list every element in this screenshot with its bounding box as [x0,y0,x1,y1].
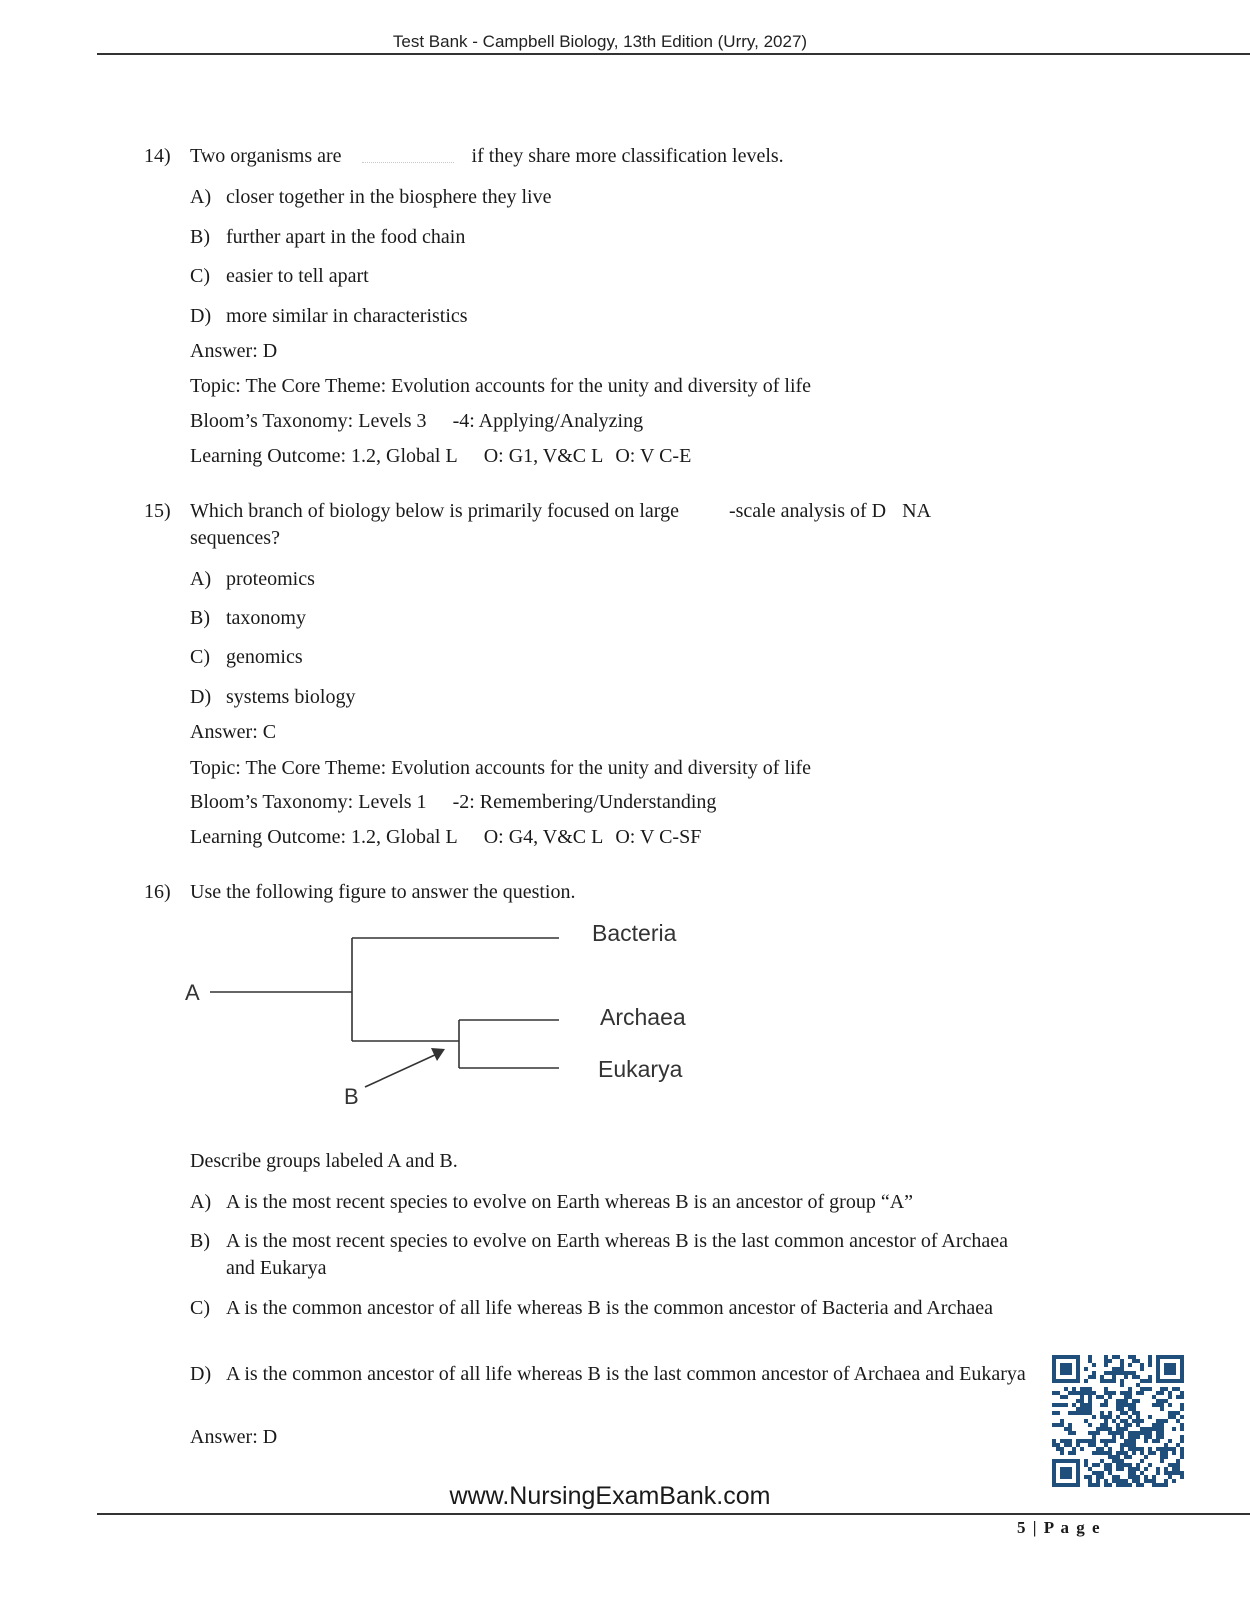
answer-line: Answer: D [190,1426,278,1448]
question-stem-continued: sequences? [190,527,280,549]
option-d [190,303,1030,330]
option-c [190,644,1030,671]
leaf-label-bacteria: Bacteria [592,920,677,946]
option-letter: D) [190,305,212,327]
outcome-part: Learning Outcome: 1.2, Global L [190,445,458,467]
option-letter: B) [190,1230,210,1252]
footer-rule [97,1513,1250,1515]
outcome-line [190,826,701,849]
label-b: B [344,1084,359,1109]
option-letter: D) [190,1363,212,1385]
option-letter: A) [190,1191,212,1213]
option-text: A is the most recent species to evolve on Earth whereas B is an ancestor of group “A” [226,1191,914,1213]
arrow-shaft [365,1054,437,1087]
option-letter: B) [190,607,210,629]
option-text: proteomics [226,568,315,590]
page-number: 5 | P a g e [1017,1518,1101,1537]
bloom-line [190,791,716,814]
option-text: A is the common ancestor of all life whereas B is the last common ancestor of Archaea and Eukarya [226,1363,1026,1385]
topic-line: Topic: The Core Theme: Evolution accounts for the unity and diversity of life [190,757,812,779]
outcome-part: O: G4, V&C L [483,826,604,848]
document-header-title: Test Bank - Campbell Biology, 13th Edition (Urry, 2027) [392,32,808,51]
figure-prompt: Describe groups labeled A and B. [190,1150,458,1172]
bloom-level: Bloom’s Taxonomy: Levels 3 [190,410,427,432]
option-letter: C) [190,265,210,287]
arrow-head [431,1048,445,1061]
stem-after-blank: if they share more classification levels. [471,145,784,167]
outcome-line [190,445,691,468]
bloom-description: -2: Remembering/Understanding [452,791,717,813]
question-number: 15) [144,500,171,522]
qr-code-image [1052,1355,1184,1487]
label-a: A [185,980,200,1005]
question-stem [190,500,931,523]
outcome-part: Learning Outcome: 1.2, Global L [190,826,458,848]
topic-line: Topic: The Core Theme: Evolution accounts for the unity and diversity of life [190,375,812,397]
question-stem: Use the following figure to answer the question. [190,881,576,903]
answer-line: Answer: D [190,340,278,362]
option-letter: A) [190,568,212,590]
option-text: easier to tell apart [226,265,369,287]
stem-part: NA [902,500,932,522]
option-d [190,1361,1030,1388]
bloom-description: -4: Applying/Analyzing [452,410,644,432]
option-text: taxonomy [226,607,306,629]
leaf-label-eukarya: Eukarya [598,1056,683,1082]
option-text: genomics [226,646,303,668]
question-number: 16) [144,881,171,903]
option-b [190,605,1030,632]
option-text: further apart in the food chain [226,226,466,248]
answer-line: Answer: C [190,721,277,743]
stem-part: Which branch of biology below is primarily focused on large [190,500,679,522]
option-letter: C) [190,1297,210,1319]
option-letter: B) [190,226,210,248]
outcome-part: O: G1, V&C L [483,445,604,467]
phylogenetic-tree-figure [175,915,715,1115]
option-c [190,1295,1030,1322]
header-rule [97,53,1250,55]
option-b [190,224,1030,251]
option-text: closer together in the biosphere they live [226,186,552,208]
option-c [190,263,1030,290]
bloom-line [190,410,643,433]
outcome-part: O: V C-E [615,445,692,467]
stem-part: -scale analysis of D [728,500,887,522]
option-text: more similar in characteristics [226,305,468,327]
option-text: A is the most recent species to evolve on Earth whereas B is the last common ancestor of Archaea and Eukarya [226,1230,1008,1279]
option-letter: A) [190,186,212,208]
outcome-part: O: V C-SF [615,826,702,848]
option-letter: D) [190,686,212,708]
bloom-level: Bloom’s Taxonomy: Levels 1 [190,791,427,813]
option-a [190,1189,1030,1216]
option-a [190,566,1030,593]
option-text: A is the common ancestor of all life whereas B is the common ancestor of Bacteria and Archaea [226,1297,993,1319]
option-letter: C) [190,646,210,668]
option-d [190,684,1030,711]
fill-in-blank [362,152,454,163]
option-text: systems biology [226,686,356,708]
option-a [190,184,1030,211]
option-b [190,1228,1030,1282]
question-number: 14) [144,145,171,167]
question-stem [190,145,784,168]
footer-website-url: www.NursingExamBank.com [449,1482,771,1510]
leaf-label-archaea: Archaea [600,1004,686,1030]
stem-before-blank: Two organisms are [190,145,342,167]
